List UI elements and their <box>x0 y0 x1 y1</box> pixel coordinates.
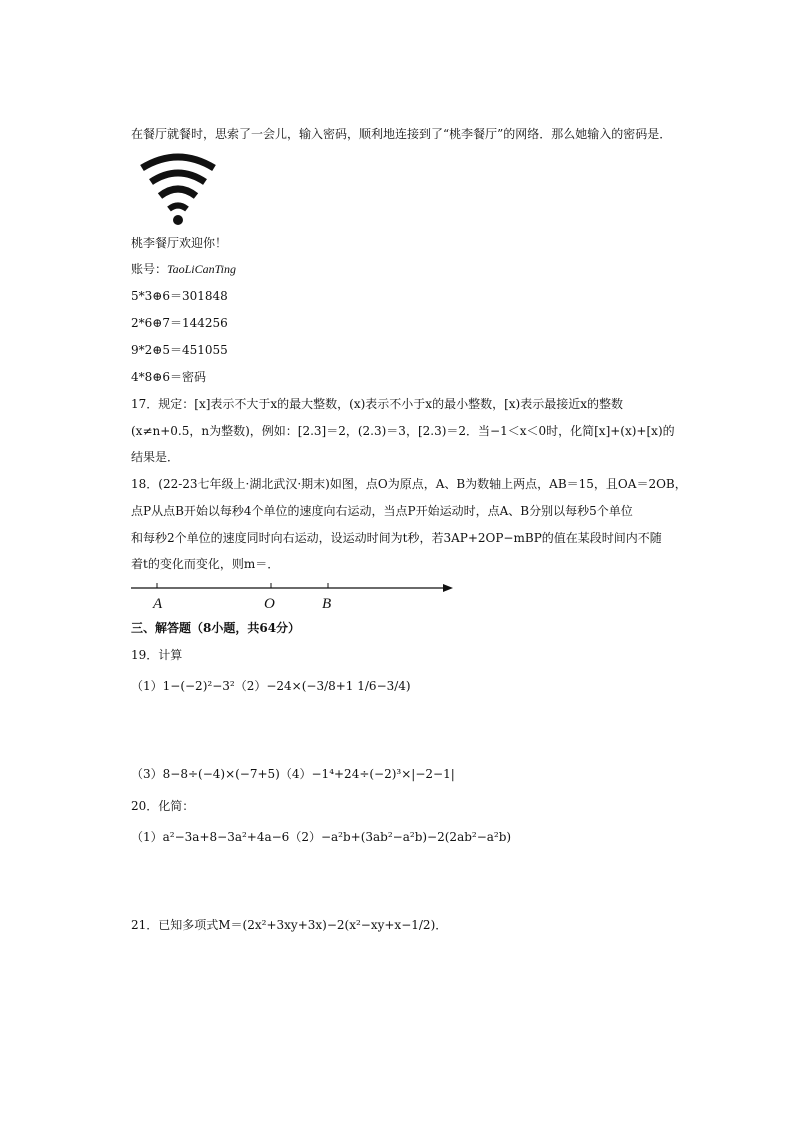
account-line <box>131 260 236 278</box>
q18-line-2: 点P从点B开始以每秒4个单位的速度向右运动，当点P开始运动时，点A、B分别以每秒5个单位 <box>131 504 633 518</box>
q16-intro: 在餐厅就餐时，思索了一会儿，输入密码，顺利地连接到了“桃李餐厅”的网络．那么她输入的密码是． <box>131 127 672 141</box>
welcome-text: 桃李餐厅欢迎你！ <box>131 236 228 250</box>
q17-line-2: (x≠n+0.5，n为整数)，例如：[2.3]＝2，(2.3)＝3，[2.3)＝2．当−1＜x＜0时，化简[x]+(x)+[x)的 <box>131 424 675 438</box>
section-title: 三、解答题（8小题，共64分） <box>131 621 301 635</box>
arrow-right-icon <box>443 584 453 592</box>
wifi-icon <box>140 152 216 228</box>
axis-label-o: O <box>264 596 275 612</box>
q19-part-1: （1）1−(−2)²−3²（2）−24×(−3/8+1 1/6−3/4) <box>131 679 411 693</box>
equation-4: 4*8⊕6＝密码 <box>131 370 206 384</box>
axis-label-b: B <box>322 596 332 612</box>
q17-line-3: 结果是． <box>131 450 180 464</box>
q18-line-3: 和每秒2个单位的速度同时向右运动，设运动时间为t秒，若3AP+2OP−mBP的值在某段时间内不随 <box>131 531 662 545</box>
q19-title: 19．计算 <box>131 648 183 662</box>
q20-part-1: （1）a²−3a+8−3a²+4a−6（2）−a²b+(3ab²−a²b)−2(2ab²−a²b) <box>131 830 512 844</box>
q18-line-4: 着t的变化而变化，则m＝． <box>131 557 280 571</box>
equation-3: 9*2⊕5＝451055 <box>131 343 228 357</box>
q20-title: 20．化简： <box>131 799 195 813</box>
equation-2: 2*6⊕7＝144256 <box>131 316 228 330</box>
account-label: 账号： <box>131 262 168 276</box>
account-value: TaoLiCanTing <box>167 262 236 276</box>
q18-line-1: 18．(22-23七年级上·湖北武汉·期末)如图，点O为原点，A、B为数轴上两点，AB＝15，且OA＝2OB， <box>131 477 687 491</box>
number-line <box>131 578 461 612</box>
equation-1: 5*3⊕6＝301848 <box>131 289 228 303</box>
axis-label-a: A <box>153 596 163 612</box>
q17-line-1: 17．规定：[x]表示不大于x的最大整数，(x)表示不小于x的最小整数，[x)表示最接近x的整数 <box>131 397 623 411</box>
q19-part-2: （3）8−8÷(−4)×(−7+5)（4）−1⁴+24÷(−2)³×|−2−1| <box>131 767 455 781</box>
q21-text: 21．已知多项式M＝(2x²+3xy+3x)−2(x²−xy+x−1/2)． <box>131 918 448 932</box>
